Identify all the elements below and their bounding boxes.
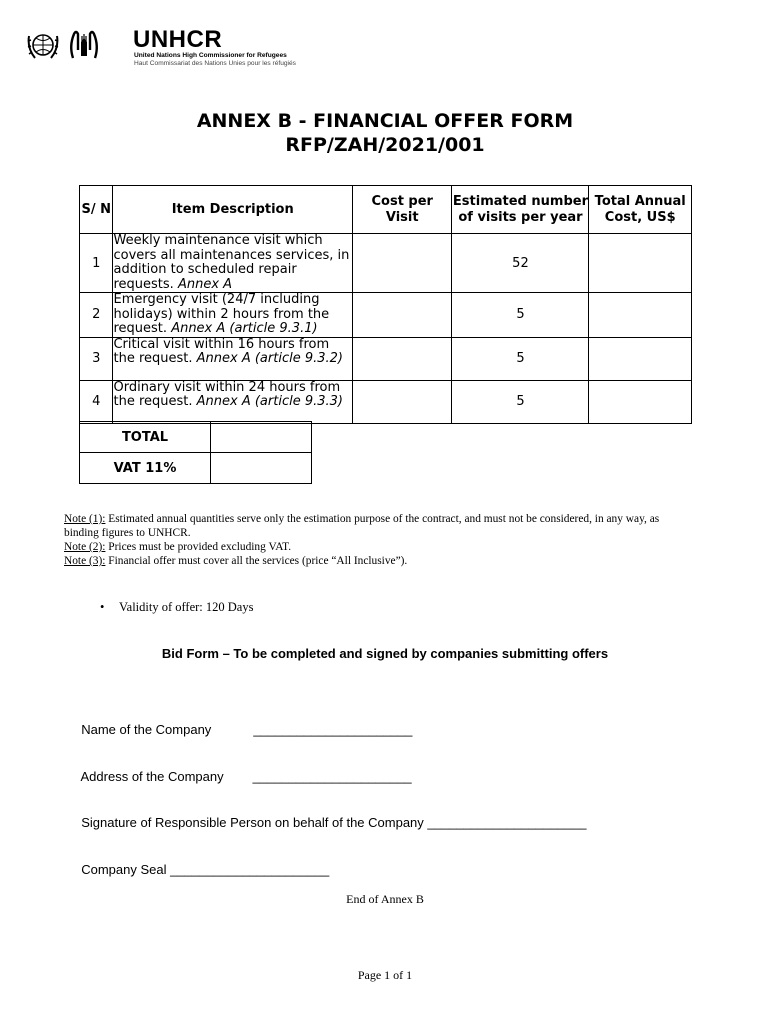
signature-blank[interactable]: ______________________ [427,815,587,830]
note-1: Note (1): Estimated annual quantities serve only the estimation purpose of the contract, and must not be considered, in any way, as binding figures to UNHCR. [64,513,660,539]
company-name-field [74,707,412,737]
row-description: Critical visit within 16 hours from the request. Annex A (article 9.3.2) [113,337,353,380]
row-description: Emergency visit (24/7 including holidays) within 2 hours from the request. Annex A (article 9.3.1) [113,293,353,338]
total-label: TOTAL [80,422,211,453]
company-name-label: Name of the Company [81,722,212,737]
unhcr-logo [26,28,326,68]
row-description: Ordinary visit within 24 hours from the request. Annex A (article 9.3.3) [113,380,353,423]
header-estimated-visits: Estimated number of visits per year [452,186,589,234]
note-3: Note (3): Financial offer must cover all the services (price “All Inclusive”). [64,555,408,567]
un-emblem-icon [26,30,62,64]
row-description: Weekly maintenance visit which covers all maintenances services, in addition to scheduled repair requests. Annex A [113,234,353,293]
header-total-annual-cost: Total Annual Cost, US$ [589,186,692,234]
row-sn: 3 [80,337,113,380]
validity-item [100,600,253,615]
signature-label: Signature of Responsible Person on behalf of the Company [81,815,424,830]
company-address-blank[interactable]: ______________________ [252,769,412,784]
totals-table [79,421,312,484]
end-of-annex: End of Annex B [346,892,424,906]
cost-per-visit-cell[interactable] [353,380,452,423]
page-number: Page 1 of 1 [357,968,413,982]
company-name-blank[interactable]: ______________________ [253,722,413,737]
vat-row [80,453,312,484]
org-subtitle-en: United Nations High Commissioner for Refugees [134,52,287,59]
table-row [80,234,692,293]
note-2: Note (2): Prices must be provided excluding VAT. [64,541,292,553]
total-annual-cost-cell[interactable] [589,380,692,423]
unhcr-hands-icon [66,28,102,64]
total-annual-cost-cell[interactable] [589,234,692,293]
header-sn: S/ N [80,186,113,234]
table-row [80,293,692,338]
row-sn: 2 [80,293,113,338]
vat-label: VAT 11% [80,453,211,484]
financial-offer-table [79,185,692,424]
company-address-label: Address of the Company [80,769,224,784]
table-row [80,380,692,423]
notes-section [64,512,694,568]
signature-field [74,800,586,830]
org-subtitle-fr: Haut Commissariat des Nations Unies pour les réfugiés [134,60,296,67]
total-value-cell[interactable] [211,422,312,453]
bid-form-title: Bid Form – To be completed and signed by companies submitting offers [161,646,609,661]
company-seal-field [74,847,329,877]
org-name: UNHCR [133,26,223,53]
rfp-reference: RFP/ZAH/2021/001 [285,134,485,156]
company-seal-blank[interactable]: ______________________ [170,862,330,877]
estimated-visits-cell: 5 [452,293,589,338]
vat-value-cell[interactable] [211,453,312,484]
estimated-visits-cell: 52 [452,234,589,293]
estimated-visits-cell: 5 [452,337,589,380]
cost-per-visit-cell[interactable] [353,234,452,293]
company-seal-label: Company Seal [81,862,167,877]
total-annual-cost-cell[interactable] [589,293,692,338]
table-row [80,337,692,380]
total-row [80,422,312,453]
table-header-row [80,186,692,234]
row-sn: 1 [80,234,113,293]
bullet-icon: • [100,600,105,614]
total-annual-cost-cell[interactable] [589,337,692,380]
cost-per-visit-cell[interactable] [353,293,452,338]
document-title: ANNEX B - FINANCIAL OFFER FORM [196,110,574,132]
header-item-description: Item Description [113,186,353,234]
row-sn: 4 [80,380,113,423]
cost-per-visit-cell[interactable] [353,337,452,380]
validity-text: Validity of offer: 120 Days [119,600,254,614]
company-address-field [74,754,412,784]
estimated-visits-cell: 5 [452,380,589,423]
header-cost-per-visit: Cost per Visit [353,186,452,234]
